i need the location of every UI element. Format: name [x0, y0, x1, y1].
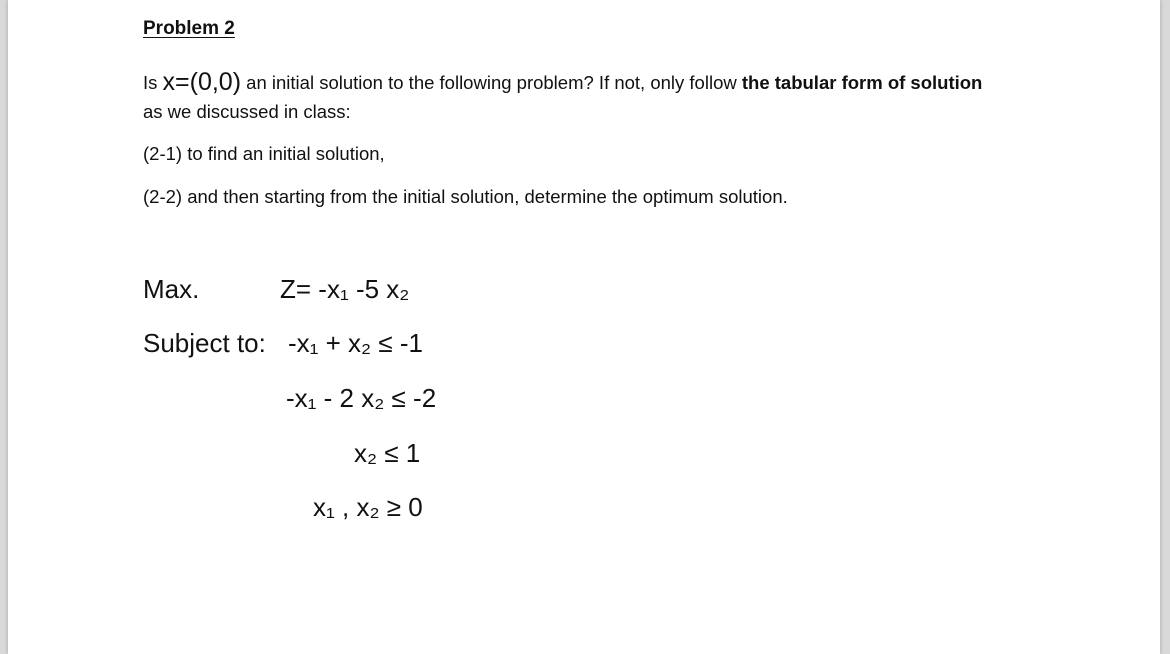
objective-function: Z= -x₁ -5 x₂	[280, 274, 410, 304]
intro-middle: an initial solution to the following problem? If not, only follow	[241, 72, 742, 93]
step-2-2: (2-2) and then starting from the initial solution, determine the optimum solution.	[143, 186, 788, 207]
constraint-1: -x₁ + x₂ ≤ -1	[288, 328, 423, 358]
intro-prefix: Is	[143, 72, 163, 93]
problem-heading: Problem 2	[143, 18, 235, 39]
constraint-2: -x₁ - 2 x₂ ≤ -2	[286, 383, 437, 413]
subject-to-label: Subject to:	[143, 328, 266, 358]
max-label: Max.	[143, 274, 200, 304]
initial-point-text: x=(0,0)	[162, 68, 242, 96]
document-page	[8, 0, 1160, 654]
intro-line-2: as we discussed in class:	[143, 101, 351, 122]
nonnegativity-constraint: x₁ , x₂ ≥ 0	[313, 492, 423, 522]
intro-line-1	[143, 67, 982, 96]
constraint-3: x₂ ≤ 1	[354, 438, 421, 468]
intro-bold-text: the tabular form of solution	[741, 72, 983, 93]
step-2-1: (2-1) to find an initial solution,	[143, 143, 385, 164]
